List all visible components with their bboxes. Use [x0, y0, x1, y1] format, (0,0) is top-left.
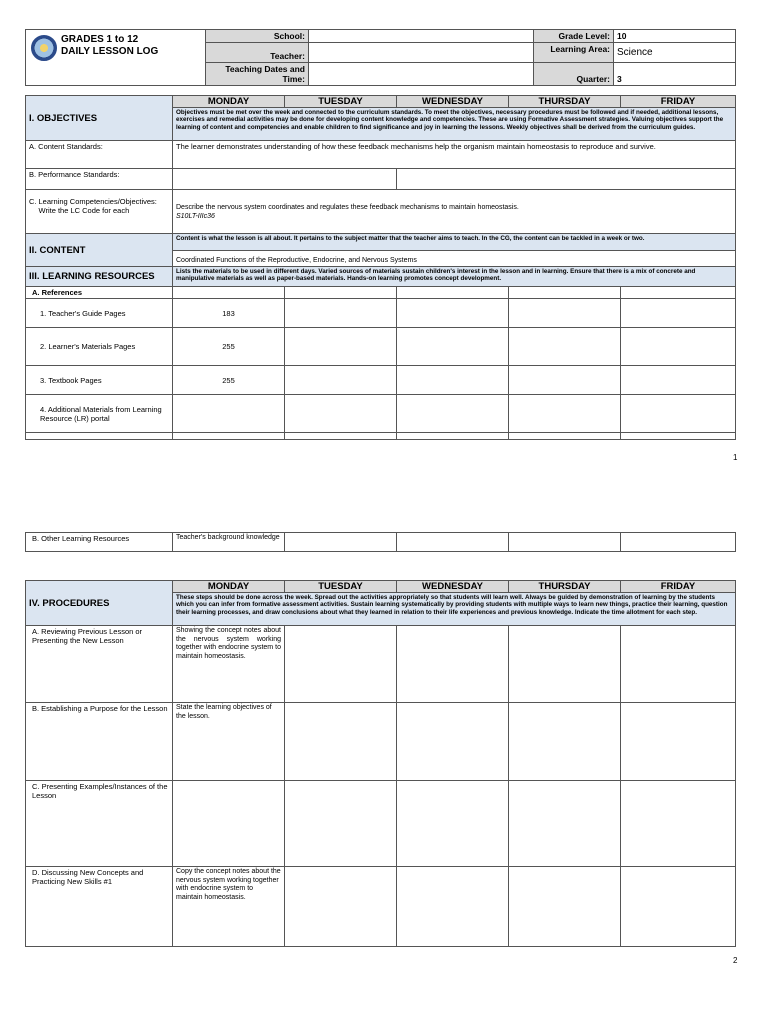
day-header-tuesday: TUESDAY: [285, 581, 397, 593]
procedure-b-cell[interactable]: [285, 703, 397, 781]
day-header-friday: FRIDAY: [621, 581, 736, 593]
procedure-d-cell[interactable]: [621, 867, 736, 947]
performance-standards-label: B. Performance Standards:: [26, 169, 173, 190]
references-label: A. References: [26, 287, 173, 299]
competencies-label: [26, 190, 173, 234]
content-standards-value[interactable]: The learner demonstrates understanding of how these feedback mechanisms help the organism maintain homeostasis to reproduce and survive.: [173, 141, 736, 169]
content-heading: II. CONTENT: [26, 234, 173, 267]
competencies-value[interactable]: [173, 190, 736, 234]
day-header-friday: FRIDAY: [621, 96, 736, 108]
competencies-letter: C.: [29, 197, 37, 206]
teachers-guide-cell[interactable]: [285, 299, 397, 328]
content-note: Content is what the lesson is all about. It pertains to the subject matter that the teacher aims to teach. In the CG, the content can be tackled in a week or two.: [173, 234, 736, 251]
additional-materials-value[interactable]: [173, 395, 285, 433]
learners-materials-value[interactable]: 255: [173, 328, 285, 366]
day-header-thursday: THURSDAY: [509, 581, 621, 593]
performance-standards-cell-2[interactable]: [397, 169, 736, 190]
procedure-a-cell[interactable]: [397, 626, 509, 703]
quarter-field[interactable]: 3: [614, 63, 736, 86]
references-cell: [173, 287, 285, 299]
other-resources-value[interactable]: Teacher's background knowledge: [173, 533, 285, 552]
references-cell: [285, 287, 397, 299]
learning-resources-heading: III. LEARNING RESOURCES: [26, 267, 173, 287]
references-cell: [397, 287, 509, 299]
other-resources-cell[interactable]: [397, 533, 509, 552]
textbook-pages-cell[interactable]: [621, 366, 736, 395]
procedure-a-cell[interactable]: [285, 626, 397, 703]
references-cell: [621, 287, 736, 299]
teachers-guide-cell[interactable]: [397, 299, 509, 328]
procedure-a-monday[interactable]: Showing the concept notes about the nervous system working together with endocrine system to maintain homeostasis.: [173, 626, 285, 703]
page-number-2: 2: [733, 956, 738, 965]
teachers-guide-value[interactable]: 183: [173, 299, 285, 328]
additional-materials-cell[interactable]: [509, 395, 621, 433]
spacer-cell: [26, 433, 173, 440]
procedure-d-monday[interactable]: Copy the concept notes about the nervous system working together with endocrine system to maintain homeostasis.: [173, 867, 285, 947]
objectives-heading: I. OBJECTIVES: [26, 96, 173, 141]
school-label: School:: [206, 30, 309, 43]
procedures-note: These steps should be done across the week. Spread out the activities appropriately so that students will learn well. Always be guided by demonstration of learning by the students which you can infer from formative assessment activities. Sustain learning systematically by providing students with multiple ways to learn new things, practice their learning, question their learning processes, and draw conclusions about what they learned in relation to their life experiences and previous knowledge. Indicate the time allotment for each step.: [173, 593, 736, 626]
objectives-note: Objectives must be met over the week and connected to the curriculum standards. To meet the objectives, necessary procedures must be followed and if needed, additional lessons, exercises and remedial activities may be done for developing content knowledge and competencies. These are using Formative Assessment strategies. Valuing objectives support the learning of content and competencies and enable children to find significance and joy in learning the lessons. Weekly objectives shall be derived from the curriculum guides.: [173, 108, 736, 141]
school-field[interactable]: [309, 30, 534, 43]
day-header-monday: MONDAY: [173, 96, 285, 108]
teacher-label: Teacher:: [206, 43, 309, 63]
learners-materials-cell[interactable]: [509, 328, 621, 366]
teaching-dates-label: Teaching Dates and Time:: [206, 63, 309, 86]
other-resources-cell[interactable]: [621, 533, 736, 552]
textbook-pages-value[interactable]: 255: [173, 366, 285, 395]
additional-materials-cell[interactable]: [621, 395, 736, 433]
teachers-guide-cell[interactable]: [621, 299, 736, 328]
header-table: [25, 29, 736, 86]
day-header-thursday: THURSDAY: [509, 96, 621, 108]
learning-resources-note: Lists the materials to be used in different days. Varied sources of materials sustain children's interest in the lesson and in learning. Ensure that there is a mix of concrete and manipulative materials as well as paper-based materials. Hands-on learning promotes concept development.: [173, 267, 736, 287]
teacher-field[interactable]: [309, 43, 534, 63]
references-cell: [509, 287, 621, 299]
textbook-pages-cell[interactable]: [509, 366, 621, 395]
page-number-1: 1: [733, 453, 738, 462]
procedure-c-cell[interactable]: [285, 781, 397, 867]
textbook-pages-cell[interactable]: [285, 366, 397, 395]
day-header-wednesday: WEDNESDAY: [397, 581, 509, 593]
teachers-guide-cell[interactable]: [509, 299, 621, 328]
procedure-a-cell[interactable]: [509, 626, 621, 703]
procedure-d-cell[interactable]: [397, 867, 509, 947]
procedures-heading: IV. PROCEDURES: [26, 581, 173, 626]
learning-area-label: Learning Area:: [534, 43, 614, 63]
procedures-table: [25, 580, 736, 947]
day-header-monday: MONDAY: [173, 581, 285, 593]
competencies-code: S10LT-IIIc36: [176, 212, 215, 220]
competencies-label-text: Learning Competencies/Objectives: Write the LC Code for each: [38, 197, 157, 215]
procedure-d-cell[interactable]: [509, 867, 621, 947]
day-header-wednesday: WEDNESDAY: [397, 96, 509, 108]
learning-area-field[interactable]: Science: [614, 43, 736, 63]
learners-materials-cell[interactable]: [285, 328, 397, 366]
procedure-c-cell[interactable]: [397, 781, 509, 867]
other-resources-cell[interactable]: [285, 533, 397, 552]
content-value[interactable]: Coordinated Functions of the Reproductive, Endocrine, and Nervous Systems: [173, 251, 736, 267]
procedure-d-cell[interactable]: [285, 867, 397, 947]
spacer-cell: [621, 433, 736, 440]
spacer-cell: [173, 433, 285, 440]
spacer-cell: [509, 433, 621, 440]
teachers-guide-label: 1. Teacher's Guide Pages: [26, 299, 173, 328]
other-resources-cell[interactable]: [509, 533, 621, 552]
procedure-c-cell[interactable]: [509, 781, 621, 867]
spacer-cell: [285, 433, 397, 440]
procedure-d-label: D. Discussing New Concepts and Practicing New Skills #1: [26, 867, 173, 947]
procedure-b-cell[interactable]: [509, 703, 621, 781]
textbook-pages-cell[interactable]: [397, 366, 509, 395]
grade-level-label: Grade Level:: [534, 30, 614, 43]
additional-materials-cell[interactable]: [397, 395, 509, 433]
spacer-cell: [397, 433, 509, 440]
procedure-b-monday[interactable]: State the learning objectives of the lesson.: [173, 703, 285, 781]
day-header-tuesday: TUESDAY: [285, 96, 397, 108]
title-line2: DAILY LESSON LOG: [61, 46, 159, 57]
procedure-c-monday[interactable]: [173, 781, 285, 867]
objectives-table: [25, 95, 736, 440]
content-standards-label: A. Content Standards:: [26, 141, 173, 169]
competencies-text: Describe the nervous system coordinates and regulates these feedback mechanisms to maintain homeostasis.: [176, 203, 519, 211]
procedure-a-cell[interactable]: [621, 626, 736, 703]
quarter-label: Quarter:: [534, 63, 614, 86]
learners-materials-cell[interactable]: [397, 328, 509, 366]
procedure-b-cell[interactable]: [397, 703, 509, 781]
performance-standards-cell-1[interactable]: [173, 169, 397, 190]
learners-materials-cell[interactable]: [621, 328, 736, 366]
other-resources-label: B. Other Learning Resources: [26, 533, 173, 552]
procedure-c-cell[interactable]: [621, 781, 736, 867]
procedure-c-label: C. Presenting Examples/Instances of the Lesson: [26, 781, 173, 867]
teaching-dates-field[interactable]: [309, 63, 534, 86]
title-line1: GRADES 1 to 12: [61, 34, 139, 45]
procedure-b-cell[interactable]: [621, 703, 736, 781]
header-title: [26, 30, 206, 86]
additional-materials-label: 4. Additional Materials from Learning Resource (LR) portal: [26, 395, 173, 433]
other-resources-table: [25, 532, 736, 552]
grade-level-field[interactable]: 10: [614, 30, 736, 43]
additional-materials-cell[interactable]: [285, 395, 397, 433]
textbook-pages-label: 3. Textbook Pages: [26, 366, 173, 395]
procedure-a-label: A. Reviewing Previous Lesson or Presenting the New Lesson: [26, 626, 173, 703]
learners-materials-label: 2. Learner's Materials Pages: [26, 328, 173, 366]
procedure-b-label: B. Establishing a Purpose for the Lesson: [26, 703, 173, 781]
